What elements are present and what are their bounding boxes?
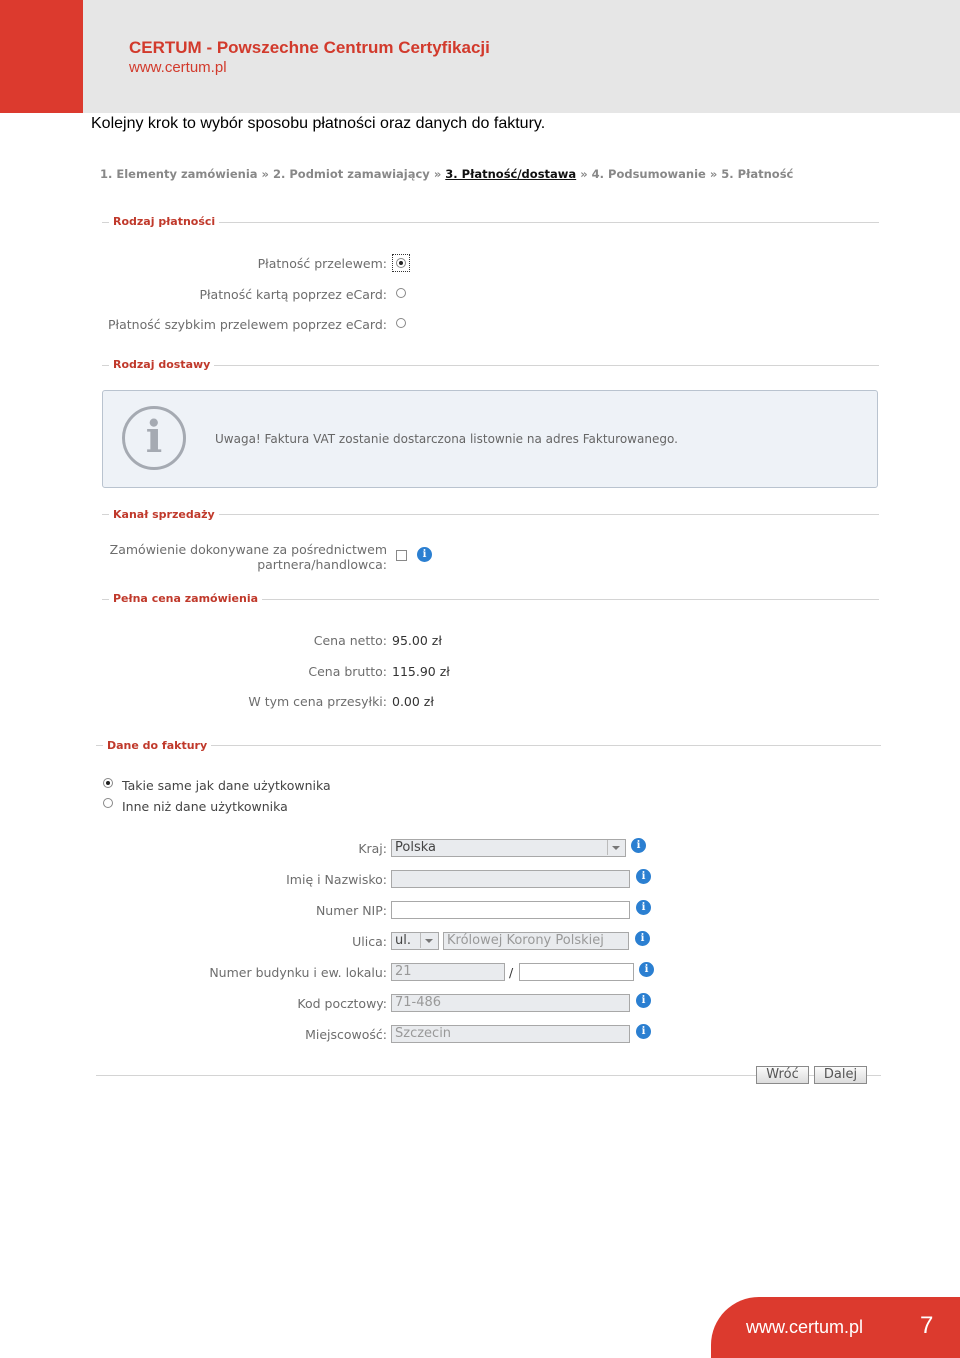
payment-option-label: Płatność kartą poprzez eCard:	[199, 287, 387, 302]
chevron-down-icon[interactable]	[607, 840, 624, 855]
header-url: www.certum.pl	[129, 59, 227, 76]
info-icon[interactable]: i	[636, 869, 651, 884]
chevron-down-icon[interactable]	[420, 933, 437, 948]
country-label: Kraj:	[358, 841, 387, 856]
breadcrumb-step-2[interactable]: 2. Podmiot zamawiający	[273, 167, 430, 181]
street-field[interactable]: Królowej Korony Polskiej	[443, 932, 629, 950]
breadcrumb-separator: »	[709, 167, 718, 181]
channel-label-line1: Zamówienie dokonywane za pośrednictwem	[109, 542, 387, 557]
info-icon[interactable]: i	[636, 900, 651, 915]
info-icon: i	[122, 406, 186, 470]
footer-url: www.certum.pl	[746, 1317, 864, 1337]
nip-label: Numer NIP:	[315, 903, 387, 918]
info-icon[interactable]: i	[635, 931, 650, 946]
gross-price-label: Cena brutto:	[308, 664, 387, 679]
section-divider	[96, 745, 881, 746]
gross-price-value: 115.90 zł	[392, 664, 450, 679]
payment-option-label: Płatność szybkim przelewem poprzez eCard:	[108, 317, 387, 332]
country-select[interactable]	[391, 839, 626, 857]
section-title-payment: Rodzaj płatności	[109, 215, 219, 228]
section-title-delivery: Rodzaj dostawy	[109, 358, 214, 371]
breadcrumb-separator: »	[580, 167, 588, 181]
info-icon[interactable]: i	[417, 547, 432, 562]
header-accent-bar	[0, 0, 83, 113]
city-label: Miejscowość:	[305, 1027, 387, 1042]
delivery-notice-text: Uwaga! Faktura VAT zostanie dostarczona listownie na adres Fakturowanego.	[215, 432, 678, 446]
street-prefix-value: ul.	[395, 933, 411, 948]
payment-option-label: Płatność przelewem:	[257, 256, 387, 271]
payment-card-radio[interactable]	[396, 288, 406, 298]
postal-code-field[interactable]: 71-486	[391, 994, 630, 1012]
building-number-field[interactable]: 21	[391, 963, 505, 981]
breadcrumb-step-3-current[interactable]: 3. Płatność/dostawa	[445, 167, 577, 181]
page-number: 7	[920, 1312, 934, 1339]
net-price-label: Cena netto:	[313, 633, 387, 648]
info-icon[interactable]: i	[636, 993, 651, 1008]
breadcrumb	[100, 167, 793, 181]
shipping-price-value: 0.00 zł	[392, 694, 434, 709]
partner-order-checkbox[interactable]	[396, 550, 407, 561]
breadcrumb-separator: »	[433, 167, 442, 181]
info-icon[interactable]: i	[636, 1024, 651, 1039]
street-label: Ulica:	[352, 934, 387, 949]
section-title-price: Pełna cena zamówienia	[109, 592, 262, 605]
flat-number-field[interactable]	[519, 963, 634, 981]
breadcrumb-separator: »	[261, 167, 269, 181]
breadcrumb-step-4: 4. Podsumowanie	[591, 167, 706, 181]
invoice-same-radio[interactable]	[103, 778, 113, 788]
back-button[interactable]: Wróć	[756, 1066, 809, 1084]
next-button[interactable]: Dalej	[814, 1066, 867, 1084]
header-title: CERTUM - Powszechne Centrum Certyfikacji	[129, 38, 490, 57]
invoice-same-label[interactable]: Takie same jak dane użytkownika	[122, 778, 331, 793]
nip-field[interactable]	[391, 901, 630, 919]
breadcrumb-step-1[interactable]: 1. Elementy zamówienia	[100, 167, 258, 181]
breadcrumb-step-5: 5. Płatność	[721, 167, 794, 181]
payment-transfer-radio[interactable]	[396, 258, 406, 268]
payment-fast-transfer-radio[interactable]	[396, 318, 406, 328]
postal-label: Kod pocztowy:	[297, 996, 387, 1011]
intro-text: Kolejny krok to wybór sposobu płatności oraz danych do faktury.	[91, 115, 546, 132]
name-field[interactable]	[391, 870, 630, 888]
section-divider	[102, 365, 879, 366]
channel-label-line2: partnera/handlowca:	[257, 557, 387, 572]
invoice-other-label[interactable]: Inne niż dane użytkownika	[122, 799, 288, 814]
country-select-value: Polska	[395, 840, 436, 855]
info-icon[interactable]: i	[639, 962, 654, 977]
city-field[interactable]: Szczecin	[391, 1025, 630, 1043]
section-title-channel: Kanał sprzedaży	[109, 508, 219, 521]
section-title-invoice: Dane do faktury	[103, 739, 211, 752]
net-price-value: 95.00 zł	[392, 633, 442, 648]
building-label: Numer budynku i ew. lokalu:	[209, 965, 387, 980]
info-icon[interactable]: i	[631, 838, 646, 853]
building-separator: /	[509, 965, 514, 980]
invoice-other-radio[interactable]	[103, 798, 113, 808]
name-label: Imię i Nazwisko:	[286, 872, 387, 887]
shipping-price-label: W tym cena przesyłki:	[248, 694, 387, 709]
